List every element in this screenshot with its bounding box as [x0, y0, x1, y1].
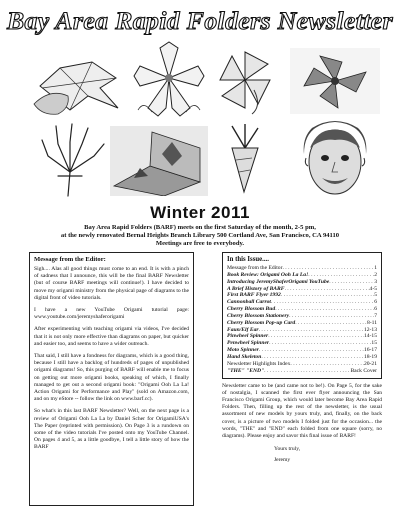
toc-item: Faun/Elf Ear . . . 12-13 — [227, 327, 377, 334]
meeting-line-3: Meetings are free to everybody. — [155, 240, 245, 248]
toc-item: Pinwheel Spinner . . . 14-15 — [227, 333, 377, 340]
toc-item: Cherry Blossom Stationery . . . 7 — [227, 313, 377, 320]
toc-item: Cannonball Carrot . . . 6 — [227, 299, 377, 306]
cherry-blossom-image — [132, 40, 206, 118]
popup-card-image — [110, 126, 208, 196]
toc-item: Hand Skeleton . . . 18-19 — [227, 354, 377, 361]
toc-item: Cherry Blossom Pop-up Card . . . 8-11 — [227, 320, 377, 327]
table-of-contents — [222, 252, 382, 379]
masthead — [0, 0, 400, 40]
editor-paragraph: After experimenting with teaching origami via videos, I've decided that it is not only more effective than diagrams on paper, but quicker and easier too, and seems to have a wider outreach. — [34, 326, 189, 347]
editor-paragraph: So what's in this last BARF Newsletter? Well, on the next page is a review of Origami Ooh La La by Daniel Scher for OrigamiUSA's The Paper (reprinted with permission). On Page 3 is a rundown on some of the video tutorials I've posted onto my YouTube Channel. On pages 4 and 5, as a little goodbye, I tell a little story of how the BARF — [34, 408, 189, 451]
editor-message-box — [29, 252, 194, 506]
elf-ear-image — [30, 48, 125, 118]
editor-message — [29, 252, 194, 506]
meeting-info — [40, 224, 360, 249]
toc-item: "THE" "END" . . . Back Cover — [227, 368, 377, 375]
issue-title: Winter 2011 — [150, 203, 250, 222]
editor-paragraph: That said, I still have a fondness for diagrams, which is a good thing, because I still have a backlog of hundreds of pages of unpublished origami diagrams! So, this purging of BARF will enable me to focus on getting out more origami books, speaking of which, I finally managed to get out a second origami book: "Origami Ooh La La! Action Origami for Performance and Play" (sold on Amazon.com, and on my eStore -- follow the link on www.barf.cc). — [34, 353, 189, 403]
meeting-line-1: Bay Area Rapid Folders (BARF) meets on the first Saturday of the month, 2-5 pm, — [84, 224, 316, 231]
toc-item: Introducing JeremyShaferOrigami YouTube . . . 3 — [227, 279, 377, 286]
editor-paragraph: I have a new YouTube Origami tutorial page: www.youtube.com/jeremyshaferorigami — [34, 307, 189, 321]
toc-item: Cherry Blossom Bud . . . 6 — [227, 306, 377, 313]
editor-message-heading: Message from the Editor: — [34, 256, 106, 263]
toc-list — [227, 265, 377, 375]
carrot-image — [214, 122, 276, 194]
sign-off — [274, 445, 382, 464]
signature-name: Jeremy — [274, 457, 291, 464]
meeting-line-2: at the newly renovated Bernal Heights Branch Library 500 Cortland Ave, San Francisco, CA 94110 — [60, 232, 340, 240]
hand-skeleton-image — [38, 122, 108, 198]
model-illustrations — [0, 40, 400, 200]
toc-heading: In this Issue.... — [227, 256, 269, 263]
right-column — [222, 252, 382, 464]
editor-message-continued: Newsletter came to be (and came not to be!). On Page 5, for the sake of nostalgia, I scanned the first ever flyer announcing the San Francisco Origami Group, which would later become Bay Area Rapid Folders. Then, filling up the rest of the newsletter, is the usual assortment of new models by yours truly, and, finally, on the back cover, is a picture of two models I folded just for the occasion... the words, "THE" and "END" each folded from one square (sorry, no diagrams). Please enjoy and savor this final issue of BARF! — [222, 382, 382, 439]
toc-item: Book Review: Origami Ooh La La! . . . 2 — [227, 272, 377, 279]
editor-paragraph: Sigh.... Alas all good things must come to an end. It is with a pinch of sadness that I announce, this will be the final BARF Newsletter (but of course BARF meetings will continue!). I have decided to move my origami ministry from the physical page of diagrams to the digital front of video tutorials. — [34, 266, 189, 301]
toc-item: Message from the Editor . . . 1 — [227, 265, 377, 272]
toc-item: Penwheel Spinner . . . 15 — [227, 340, 377, 347]
closing-line: Yours truly, — [274, 446, 301, 453]
toc-item: Newsletter Highlights Index . . . 20-21 — [227, 361, 377, 368]
pinwheel-image — [214, 46, 276, 116]
toc-item: Moto Spinner . . . 16-17 — [227, 347, 377, 354]
masthead-title: Bay Area Rapid Folders Newsletter — [5, 8, 394, 35]
moto-spinner-image — [290, 48, 380, 114]
editor-portrait-image — [288, 118, 382, 200]
toc-item: A Brief History of BARF . . . 4-5 — [227, 286, 377, 293]
toc-item: First BARF Flyer 1992 . . . 5 — [227, 292, 377, 299]
